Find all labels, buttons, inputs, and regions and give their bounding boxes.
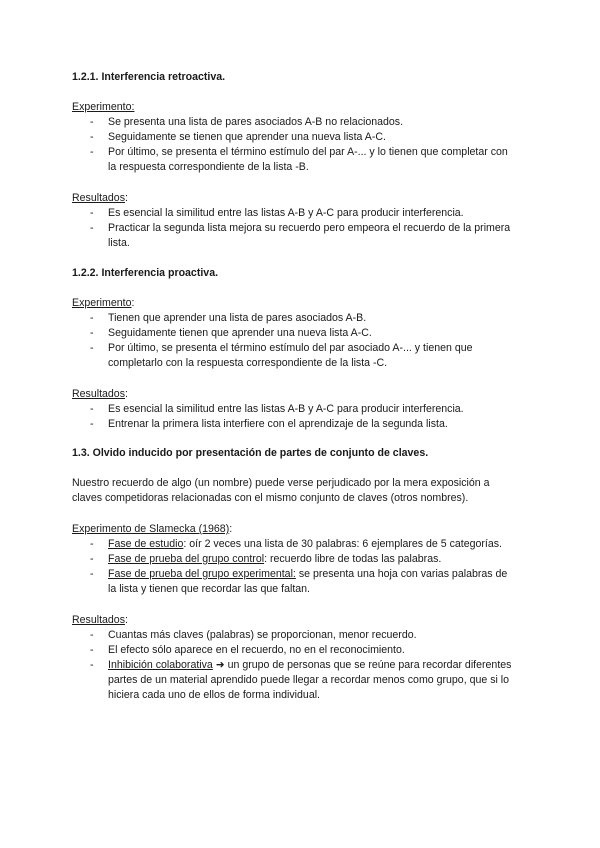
list-item: - Seguidamente tienen que aprender una nueva lista A-C. bbox=[72, 326, 512, 341]
list-item: - Fase de estudio: oír 2 veces una lista de 30 palabras: 6 ejemplares de 5 categorías. bbox=[72, 537, 512, 552]
list-item: - Fase de prueba del grupo experimental: se presenta una hoja con varias palabras de la lista y tienen que recordar las que faltan. bbox=[72, 567, 512, 597]
list-item: - Cuantas más claves (palabras) se proporcionan, menor recuerdo. bbox=[72, 628, 512, 643]
section-heading-olvido-inducido: 1.3. Olvido inducido por presentación de partes de conjunto de claves. bbox=[72, 447, 429, 459]
list-item: - Inhibición colaborativa ➜ un grupo de personas que se reúne para recordar diferentes partes de un material aprendido puede llegar a recordar menos como grupo, que si lo hiciera cada uno de ellos de forma individual. bbox=[72, 658, 512, 703]
list-item: - Por último, se presenta el término estímulo del par asociado A-... y tienen que completarlo con la respuesta correspondiente de la lista -C. bbox=[72, 341, 512, 371]
list-item: - Es esencial la similitud entre las listas A-B y A-C para producir interferencia. bbox=[72, 402, 512, 417]
experiment-list bbox=[72, 115, 512, 175]
list-item: - Tienen que aprender una lista de pares asociados A-B. bbox=[72, 311, 512, 326]
list-item: - Fase de prueba del grupo control: recuerdo libre de todas las palabras. bbox=[72, 552, 512, 567]
list-item: - El efecto sólo aparece en el recuerdo, no en el reconocimiento. bbox=[72, 643, 512, 658]
results-label: Resultados: bbox=[72, 614, 128, 626]
experiment-list bbox=[72, 311, 512, 371]
experiment-label: Experimento: bbox=[72, 297, 135, 309]
list-item: - Practicar la segunda lista mejora su recuerdo pero empeora el recuerdo de la primera lista. bbox=[72, 221, 512, 251]
list-item: - Por último, se presenta el término estímulo del par A-... y lo tienen que completar con la respuesta correspondiente de la lista -B. bbox=[72, 145, 512, 175]
results-list bbox=[72, 628, 512, 703]
experiment-label: Experimento de Slamecka (1968): bbox=[72, 523, 233, 535]
section-heading-proactiva: 1.2.2. Interferencia proactiva. bbox=[72, 267, 219, 279]
list-item: - Seguidamente se tienen que aprender una nueva lista A-C. bbox=[72, 130, 512, 145]
experiment-list bbox=[72, 537, 512, 597]
document-page bbox=[72, 70, 512, 703]
results-list bbox=[72, 402, 512, 432]
results-label: Resultados: bbox=[72, 388, 128, 400]
list-item: - Se presenta una lista de pares asociados A-B no relacionados. bbox=[72, 115, 512, 130]
results-label: Resultados: bbox=[72, 192, 128, 204]
list-item: - Entrenar la primera lista interfiere con el aprendizaje de la segunda lista. bbox=[72, 417, 512, 432]
experiment-label: Experimento: bbox=[72, 101, 135, 113]
section-heading-retroactiva: 1.2.1. Interferencia retroactiva. bbox=[72, 71, 226, 83]
results-list bbox=[72, 206, 512, 251]
intro-paragraph: Nuestro recuerdo de algo (un nombre) puede verse perjudicado por la mera exposición a claves competidoras relacionadas con el mismo conjunto de claves (otros nombres). bbox=[72, 477, 490, 504]
list-item: - Es esencial la similitud entre las listas A-B y A-C para producir interferencia. bbox=[72, 206, 512, 221]
